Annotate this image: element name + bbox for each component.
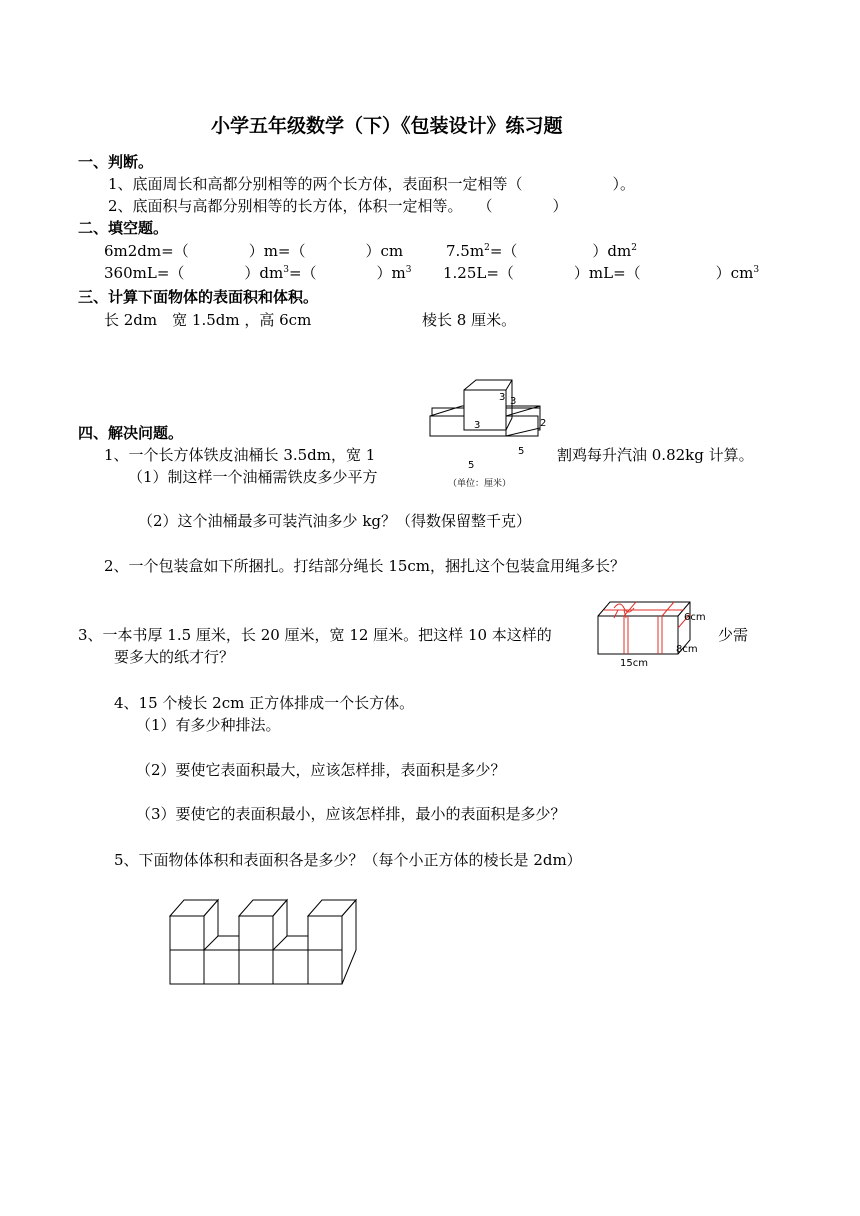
problem5-text: 5、下面物体体积和表面积各是多少？（每个小正方体的棱长是 2dm）	[114, 851, 582, 869]
fill-blank-b2	[443, 264, 759, 282]
superscript: 3	[283, 265, 289, 275]
fill-blank-b1	[104, 264, 411, 282]
cube-castle-figure	[166, 894, 366, 988]
problem4-text: 4、15 个棱长 2cm 正方体排成一个长方体。	[114, 694, 415, 712]
problem2-text: 2、一个包装盒如下所捆扎。打结部分绳长 15cm，捆扎这个包装盒用绳多长？	[104, 557, 626, 575]
stacked-solid-drawing	[398, 376, 554, 494]
stacked-solid-figure	[398, 376, 554, 494]
section1-q1: 1、底面周长和高都分别相等的两个长方体，表面积一定相等（ ）。	[108, 175, 636, 193]
section1-q2: 2、底面积与高都分别相等的长方体，体积一定相等。 （ ）	[108, 197, 568, 215]
problem3-line2: 要多大的纸才行？	[114, 648, 235, 666]
figure1-label: 3	[474, 420, 481, 431]
fill-blank-a2	[446, 242, 637, 260]
superscript: 2	[631, 243, 637, 253]
problem1-text-end: 割鸡每升汽油 0.82kg 计算。	[557, 446, 754, 464]
fill-blank-a2-part2: =（ ）dm	[489, 242, 632, 260]
fill-blank-b1-part2: =（ ）m	[288, 264, 406, 282]
problem4-sub2: （2）要使它表面积最大，应该怎样排，表面积是多少？	[136, 761, 506, 779]
figure1-label: 5	[468, 460, 475, 471]
figure2-label: 8cm	[676, 644, 698, 655]
figure2-label: 6cm	[684, 612, 706, 623]
figure2-label: 15cm	[620, 658, 648, 669]
figure1-label: 3	[510, 396, 517, 407]
section3-item1: 长 2dm 宽 1.5dm ，高 6cm	[104, 311, 312, 329]
problem3-text: 3、一本书厚 1.5 厘米，长 20 厘米，宽 12 厘米。把这样 10 本这样的	[78, 626, 552, 644]
problem1-sub1: （1）制这样一个油桶需铁皮多少平方	[128, 468, 378, 486]
section3-heading: 三、计算下面物体的表面积和体积。	[78, 288, 319, 306]
page-title: 小学五年级数学（下）《包装设计》练习题	[211, 115, 563, 137]
superscript: 3	[405, 265, 412, 275]
gift-box-drawing	[584, 598, 716, 670]
problem4-sub1: （1）有多少种排法。	[136, 716, 281, 734]
superscript: 3	[753, 265, 760, 275]
section3-item2: 棱长 8 厘米。	[422, 311, 517, 329]
problem4-sub3: （3）要使它的表面积最小，应该怎样排，最小的表面积是多少？	[136, 805, 566, 823]
figure1-label: 3	[499, 392, 506, 403]
problem3-text-end: 少需	[718, 626, 749, 644]
figure1-label: 5	[518, 446, 525, 457]
superscript: 2	[484, 243, 490, 253]
fill-blank-a1: 6m2dm=（ ）m=（ ）cm	[104, 242, 404, 260]
fill-blank-b1-part1: 360mL=（ ）dm	[104, 264, 284, 282]
figure1-caption: （单位：厘米）	[448, 479, 512, 489]
section2-heading: 二、填空题。	[78, 219, 169, 237]
section4-heading: 四、解决问题。	[78, 424, 184, 442]
problem1-text: 1、一个长方体铁皮油桶长 3.5dm，宽 1	[104, 446, 376, 464]
problem1-sub2: （2）这个油桶最多可装汽油多少 kg？（得数保留整千克）	[138, 512, 532, 530]
fill-blank-a2-part1: 7.5m	[446, 242, 485, 260]
figure1-label: 2	[540, 418, 547, 429]
fill-blank-b2-part1: 1.25L=（ ）mL=（ ）cm	[443, 264, 754, 282]
section1-heading: 一、判断。	[78, 153, 154, 171]
cube-castle-drawing	[166, 894, 366, 988]
gift-box-figure	[584, 598, 716, 670]
